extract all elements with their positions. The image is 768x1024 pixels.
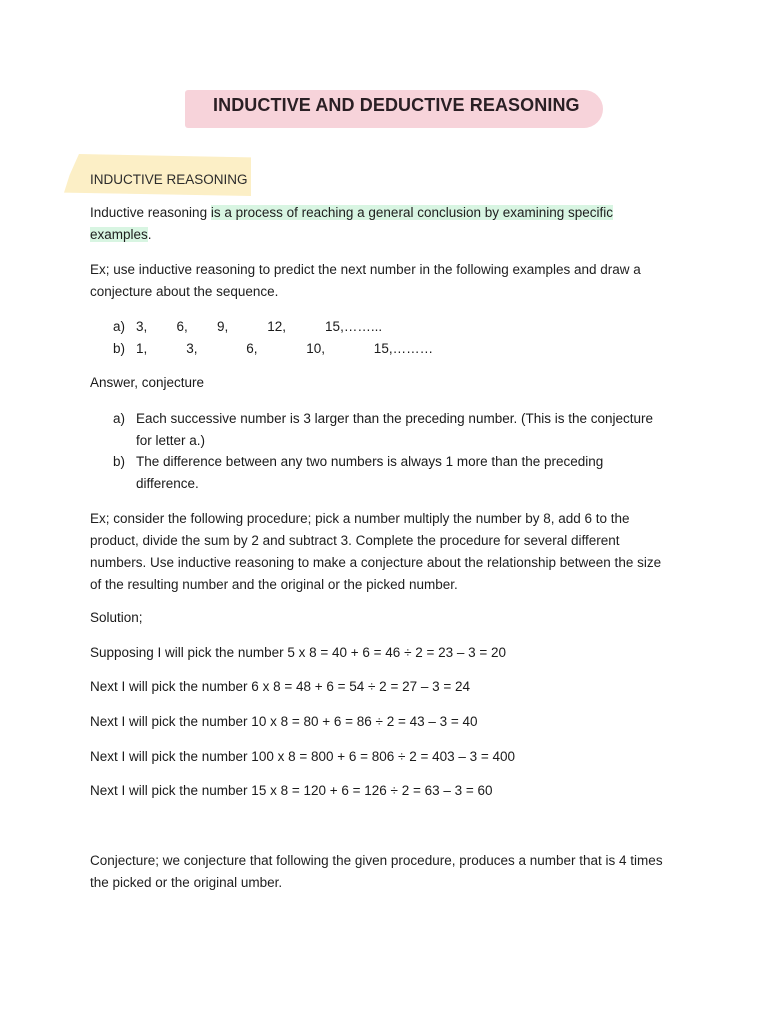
- answer-marker: b): [113, 454, 126, 469]
- answer-text: The difference between any two numbers is always 1 more than the preceding difference.: [136, 454, 604, 491]
- list-marker: b): [113, 341, 126, 356]
- page-title: INDUCTIVE AND DEDUCTIVE REASONING: [213, 95, 580, 115]
- definition-paragraph: [90, 202, 670, 246]
- solution-line: Next I will pick the number 6 x 8 = 48 + 6 = 54 ÷ 2 = 27 – 3 = 24: [90, 679, 471, 694]
- definition-prefix: Inductive reasoning: [90, 205, 211, 220]
- solution-line: Next I will pick the number 10 x 8 = 80 + 6 = 86 ÷ 2 = 43 – 3 = 40: [90, 714, 478, 729]
- solution-line: Next I will pick the number 15 x 8 = 120 + 6 = 126 ÷ 2 = 63 – 3 = 60: [90, 783, 493, 798]
- solution-heading: Solution;: [90, 610, 143, 625]
- solution-line: Supposing I will pick the number 5 x 8 = 40 + 6 = 46 ÷ 2 = 23 – 3 = 20: [90, 645, 507, 660]
- definition-highlight-1: is a process of reaching a general conclusion by examining specific: [210, 205, 614, 220]
- definition-highlight-2: examples: [90, 227, 148, 242]
- example1-text: Ex; use inductive reasoning to predict the next number in the following examples and draw a conjecture about the sequence.: [90, 262, 641, 299]
- list-marker: a): [113, 319, 126, 334]
- answer-heading: Answer, conjecture: [90, 375, 205, 390]
- definition-suffix: .: [147, 227, 152, 242]
- title-highlight: [185, 90, 603, 128]
- answer-text: Each successive number is 3 larger than the preceding number. (This is the conjecture for letter a.): [136, 411, 654, 448]
- conjecture-paragraph: Conjecture; we conjecture that following the given procedure, produces a number that is 4 times the picked or the original umber.: [90, 853, 663, 890]
- sequence-text: 3, 6, 9, 12, 15,……...: [136, 319, 383, 334]
- sequence-text: 1, 3, 6, 10, 15,………: [136, 341, 434, 356]
- solution-line: Next I will pick the number 100 x 8 = 800 + 6 = 806 ÷ 2 = 403 – 3 = 400: [90, 749, 516, 764]
- section-heading: INDUCTIVE REASONING: [90, 172, 248, 187]
- answer-marker: a): [113, 411, 126, 426]
- example2-text: Ex; consider the following procedure; pick a number multiply the number by 8, add 6 to the product, divide the sum by 2 and subtract 3. Complete the procedure for several different numbers. Use inductive reasoning to make a conjecture about the relationship between the size of the resulting number and the original or the picked number.: [90, 511, 662, 592]
